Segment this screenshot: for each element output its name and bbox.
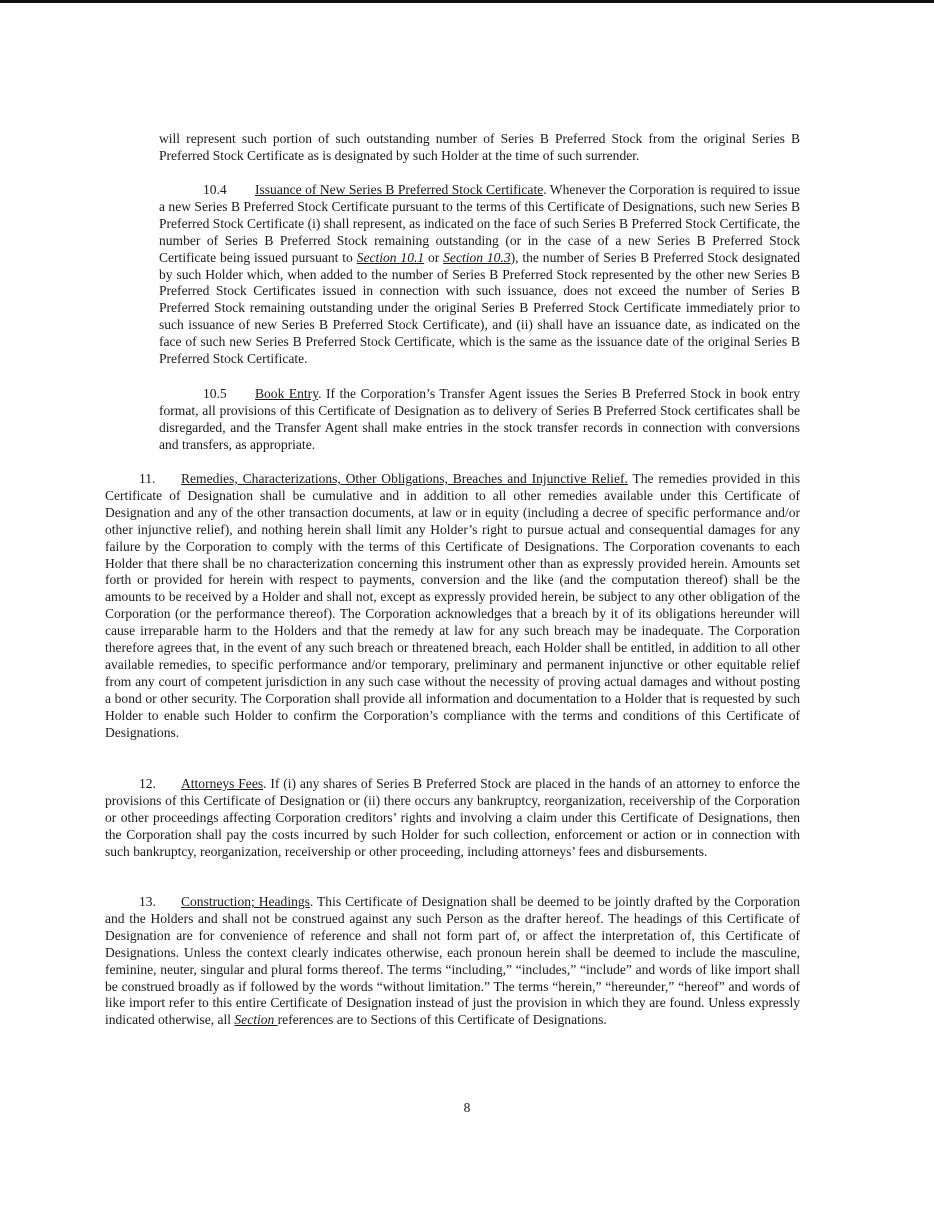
body-text: . This Certificate of Designation shall be deemed to be jointly drafted by the Corporation and the Holders and shall not be construed against any such Person as the drafter hereof. The headings of this Certificate of Designation are for convenience of reference and shall not form part of, or affect the interpretation of, this Certificate of Designations. Unless the context clearly indicates otherwise, each pronoun herein shall be deemed to include the masculine, feminine, neuter, singular and plural forms thereof. The terms “including,” “includes,” “include” and words of like import shall be construed broadly as if followed by the words “without limitation.” The terms “herein,” “hereunder,” “hereof” and words of like import refer to this entire Certificate of Designation instead of just the provision in which they are found. Unless expressly indicated otherwise, all — [105, 894, 800, 1028]
section-11 — [105, 471, 800, 742]
paragraph-continuation — [159, 131, 800, 165]
section-number: 10.4 — [203, 182, 227, 197]
body-text: ), the number of Series B Preferred Stock designated by such Holder which, when added to the number of Series B Preferred Stock represented by the other new Series B Preferred Stock Certificates issued in connection with such issuance, does not exceed the number of Series B Preferred Stock remaining outstanding under the original Series B Preferred Stock Certificate immediately prior to such issuance of new Series B Preferred Stock Certificate), and (ii) shall have an issuance date, as indicated on the face of such new Series B Preferred Stock Certificate, which is the same as the issuance date of the original Series B Preferred Stock Certificate. — [159, 249, 800, 367]
section-heading: Issuance of New Series B Preferred Stock Certificate — [255, 182, 544, 197]
body-text: will represent such portion of such outstanding number of Series B Preferred Stock from the original Series B Preferred Stock Certificate as is designated by such Holder at the time of such surrender. — [159, 131, 800, 163]
section-12 — [105, 776, 800, 861]
body-text: The remedies provided in this Certificate of Designation shall be cumulative and in addition to all other remedies available under this Certificate of Designation and any of the other transaction documents, at law or in equity (including a decree of specific performance and/or other injunctive relief), and nothing herein shall limit any Holder’s right to pursue actual and consequential damages for any failure by the Corporation to comply with the terms of this Certificate of Designations. The Corporation covenants to each Holder that there shall be no characterization concerning this instrument other than as expressly provided herein. Amounts set forth or provided for herein with respect to payments, conversion and the like (and the computation thereof) shall be the amounts to be received by a Holder and shall not, except as expressly provided herein, be subject to any other obligation of the Corporation (or the performance thereof). The Corporation acknowledges that a breach by it of its obligations hereunder will cause irreparable harm to the Holders and that the remedy at law for any such breach may be inadequate. The Corporation therefore agrees that, in the event of any such breach or threatened breach, each Holder shall be entitled, in addition to all other available remedies, to specific performance and/or temporary, preliminary and permanent injunctive or other equitable relief from any court of competent jurisdiction in any such case without the necessity of proving actual damages and without posting a bond or other security. The Corporation shall provide all information and documentation to a Holder that is requested by such Holder to enable such Holder to confirm the Corporation’s compliance with the terms and conditions of this Certificate of Designations. — [105, 471, 800, 740]
body-text: . If (i) any shares of Series B Preferred Stock are placed in the hands of an attorney to enforce the provisions of this Certificate of Designation or (ii) there occurs any bankruptcy, reorganization, receivership of the Corporation or other proceedings affecting Corporation creditors’ rights and involving a claim under this Certificate of Designations, then the Corporation shall pay the costs incurred by such Holder for such collection, enforcement or action or in connection with such bankruptcy, reorganization, receivership or other proceeding, including attorneys’ fees and disbursements. — [105, 776, 800, 859]
scan-border — [0, 0, 934, 3]
section-number: 11. — [139, 471, 156, 486]
section-number: 12. — [139, 776, 156, 791]
section-number: 13. — [139, 894, 156, 909]
section-13 — [105, 894, 800, 1029]
section-reference: Section 10.1 — [356, 249, 425, 265]
section-reference: Section — [234, 1012, 278, 1028]
section-10-5 — [159, 386, 800, 454]
section-10-4 — [159, 182, 800, 368]
section-heading: Attorneys Fees — [181, 776, 264, 791]
section-heading: Remedies, Characterizations, Other Obligations, Breaches and Injunctive Relief. — [181, 471, 628, 486]
page-number: 8 — [463, 1100, 471, 1115]
body-text: . If the Corporation’s Transfer Agent issues the Series B Preferred Stock in book entry format, all provisions of this Certificate of Designation as to delivery of Series B Preferred Stock certificates shall be disregarded, and the Transfer Agent shall make entries in the stock transfer records in connection with conversions and transfers, as appropriate. — [159, 386, 800, 452]
section-heading: Book Entry — [255, 386, 319, 401]
section-number: 10.5 — [203, 386, 227, 401]
body-text: or — [424, 249, 444, 265]
section-heading: Construction; Headings — [181, 894, 310, 909]
body-text: . Whenever the Corporation is required to issue a new Series B Preferred Stock Certificate pursuant to the terms of this Certificate of Designations, such new Series B Preferred Stock Certificate (i) shall represent, as indicated on the face of such Series B Preferred Stock Certificate, the number of Series B Preferred Stock remaining outstanding (or in the case of a new Series B Preferred Stock Certificate being issued pursuant to — [159, 182, 800, 265]
body-text: references are to Sections of this Certificate of Designations. — [277, 1012, 607, 1028]
section-reference: Section 10.3 — [443, 249, 511, 265]
